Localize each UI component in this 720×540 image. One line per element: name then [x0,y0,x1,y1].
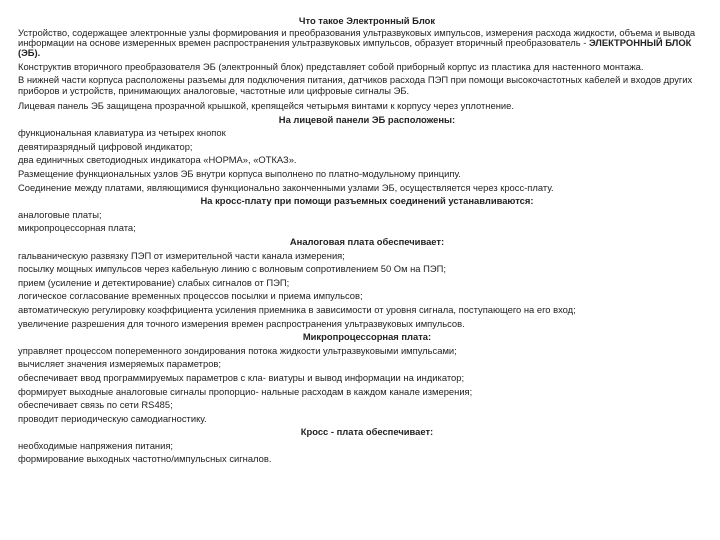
cross-heading: На кросс-плату при помощи разъемных соединений устанавливаются: [200,195,534,207]
list-item: обеспечивает ввод программируемых параметров с кла- виатуры и вывод информации на индикатор; [18,371,465,383]
list-item: вычисляет значения измеряемых параметров; [18,358,221,370]
list-item: необходимые напряжения питания; [18,439,174,451]
list-item: функциональная клавиатура из четырех кнопок [18,127,226,139]
front-panel-heading: На лицевой панели ЭБ расположены: [278,113,456,125]
cross-plate-heading: Кросс - плата обеспечивает: [300,426,434,438]
list-item: девятиразрядный цифровой индикатор; [18,140,193,152]
list-item: автоматическую регулировку коэффициента усиления приемника в зависимости от уровня сигнала, поступающего на его вход; [18,303,576,315]
document-title: Что такое Электронный Блок [298,15,436,26]
list-item: посылку мощных импульсов через кабельную линию с волновым сопротивлением 50 Ом на ПЭП; [18,263,446,275]
list-item: управляет процессом попеременного зондирования потока жидкости ультразвуковыми импульсами; [18,344,457,356]
list-item: формирует выходные аналоговые сигналы пропорцио- нальные расходам в каждом канале измерения; [18,385,473,397]
list-item: формирование выходных частотно/импульсных сигналов. [18,453,272,465]
construct-paragraph: Конструктив вторичного преобразователя ЭБ (электронный блок) представляет собой приборный корпус из пластика для настенного монтажа. [18,61,644,72]
list-item: аналоговые платы; [18,208,102,220]
list-item: логическое согласование временных процессов посылки и приема импульсов; [18,290,363,302]
intro-paragraph [18,28,716,62]
list-item: обеспечивает связь по сети RS485; [18,399,173,411]
list-item: гальваническую развязку ПЭП от измерительной части канала измерения; [18,249,345,261]
list-item: прием (усиление и детектирование) слабых сигналов от ПЭП; [18,276,290,288]
connectors-paragraph: В нижней части корпуса расположены разъемы для подключения питания, датчиков расхода ПЭП при помощи высокочастотных кабелей и входов других приборов и устройств, принимающих аналоговые, частотные или цифровые сигналы ЭБ. [18,75,693,96]
list-item: два единичных светодиодных индикатора «НОРМА», «ОТКАЗ». [18,154,297,166]
list-item: увеличение разрешения для точного измерения времен распространения ультразвуковых импульсов. [18,317,465,329]
micro-heading: Микропроцессорная плата: [302,331,432,343]
analog-heading: Аналоговая плата обеспечивает: [289,235,445,247]
front-cover-paragraph: Лицевая панель ЭБ защищена прозрачной крышкой, крепящейся четырьмя винтами к корпусу через уплотнение. [18,100,514,112]
placement-paragraph: Размещение функциональных узлов ЭБ внутри корпуса выполнено по платно-модульному принципу. [18,168,461,179]
intro-bold-term: ЭЛЕКТРОННЫЙ БЛОК (ЭБ). [18,37,692,59]
connection-paragraph: Соединение между платами, являющимися функционально законченными узлами ЭБ, осуществляется через кросс-плату. [18,181,554,193]
intro-text: Устройство, содержащее электронные узлы формирования и преобразования ультразвуковых импульсов, измерения расхода жидкости, объема и вывода информации на основе измеренных времен распространения ультразвуковых импульсов, образует вторичный преобразователь - [18,27,696,48]
list-item: проводит периодическую самодиагностику. [18,412,207,424]
list-item: микропроцессорная плата; [18,222,136,234]
